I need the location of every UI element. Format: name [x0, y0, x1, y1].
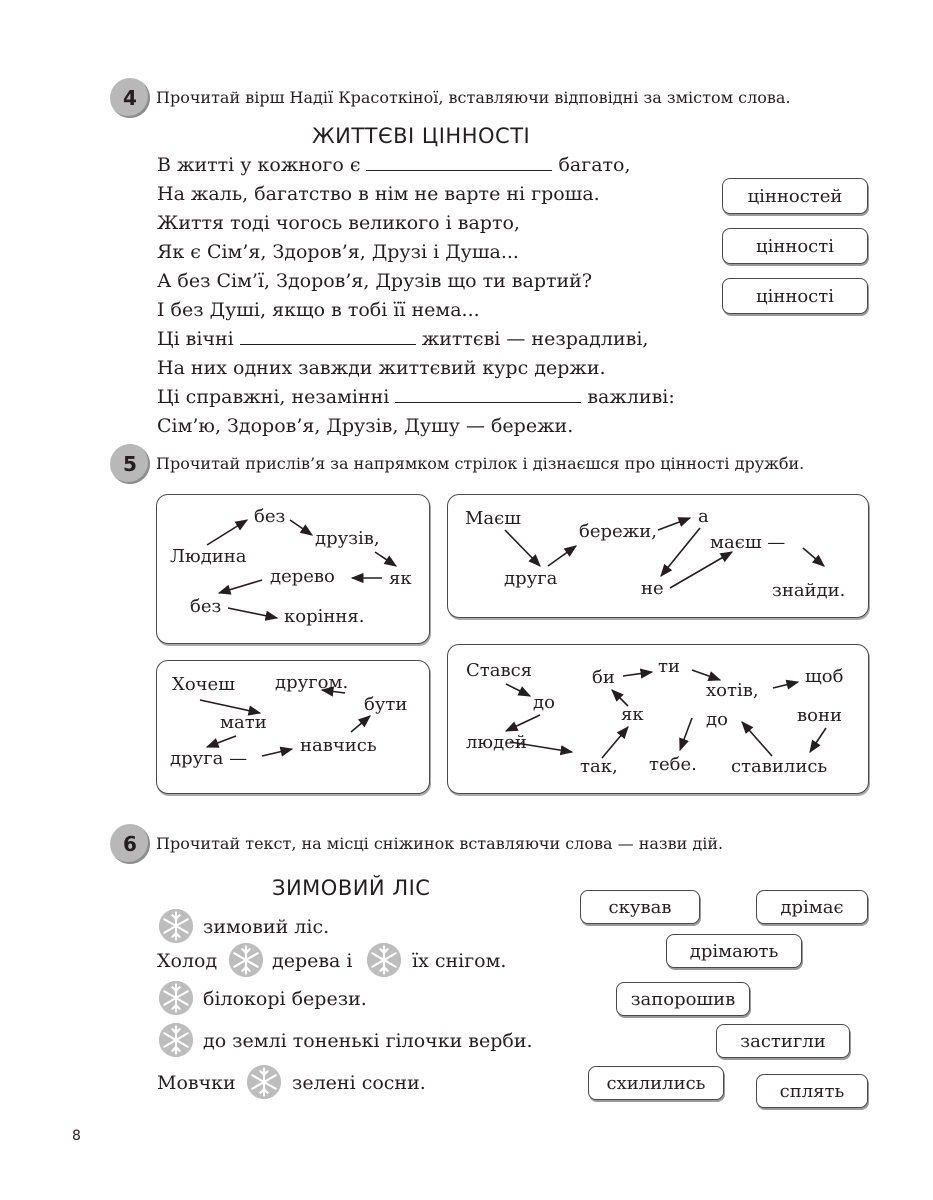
arrow-p4-8	[773, 682, 798, 688]
word-card-drimaiut[interactable]: дрімають	[666, 934, 802, 968]
snowflake-icon[interactable]	[158, 980, 194, 1016]
p4-word-3: людей	[466, 732, 527, 753]
arrow-p2-1	[505, 530, 540, 566]
text-line-5-end: зелені сосни.	[292, 1072, 426, 1094]
arrow-p4-1	[506, 684, 530, 696]
p3-word-5: бути	[364, 694, 408, 715]
arrow-p2-6	[803, 548, 824, 566]
poem-line-8: На них одних завжди життєвий курс держи.	[157, 357, 606, 379]
page-number: 8	[72, 1128, 81, 1144]
p1-word-5: дерево	[270, 566, 335, 587]
p4-word-11: ставились	[731, 756, 828, 777]
snowflake-icon[interactable]	[228, 942, 264, 978]
arrow-p1-1	[207, 520, 247, 545]
p1-word-7: коріння.	[284, 606, 365, 627]
word-card-3[interactable]: цінності	[722, 278, 868, 314]
p4-word-8: хотів,	[706, 680, 759, 701]
p1-word-3: друзів,	[315, 528, 380, 549]
text-line-2-mid: дерева і	[272, 950, 353, 972]
poem-line-9-end: важливі:	[587, 386, 675, 408]
arrow-p2-4	[661, 528, 700, 576]
p2-word-4: а	[698, 506, 709, 527]
arrow-p4-2	[506, 715, 540, 731]
p3-word-6: другом.	[275, 672, 349, 693]
arrow-p1-2	[290, 520, 312, 535]
text-line-2-end: їх снігом.	[412, 950, 507, 972]
poem-line-3: Життя тоді чогось великого і варто,	[157, 212, 520, 234]
poem-line-5: А без Сім’ї, Здоров’я, Друзів що ти вартий?	[157, 270, 593, 292]
exercise-4-instruction: Прочитай вірш Надії Красоткіної, вставляючи відповідні за змістом слова.	[156, 88, 791, 107]
p3-word-2: мати	[220, 712, 267, 733]
arrow-p4-4	[602, 727, 628, 758]
p4-word-6: би	[592, 667, 615, 688]
p1-word-2: без	[254, 506, 286, 527]
arrow-p4-9	[810, 728, 826, 752]
poem-line-1-start: В житті у кожного є	[157, 154, 361, 176]
p4-word-1: Стався	[466, 660, 533, 681]
p1-word-6: без	[190, 596, 222, 617]
poem-line-7-start: Ці вічні	[157, 328, 234, 350]
arrow-p3-2	[207, 736, 236, 747]
poem-line-2: На жаль, багатство в нім не варте ні гроша.	[157, 183, 600, 205]
snowflake-icon[interactable]	[158, 1022, 194, 1058]
poem-line-7-end: життєві — незрадливі,	[421, 328, 649, 350]
p4-word-12: до	[706, 709, 728, 730]
arrow-p1-5	[219, 580, 262, 593]
p2-word-2: друга	[504, 568, 558, 589]
word-card-spliat[interactable]: сплять	[756, 1074, 868, 1108]
text-line-3: білокорі берези.	[203, 988, 367, 1010]
word-card-zastyhly[interactable]: застигли	[716, 1024, 850, 1058]
arrow-p3-5	[322, 690, 345, 693]
p3-word-1: Хочеш	[172, 674, 235, 695]
p2-word-5: не	[641, 578, 664, 599]
poem-line-6: І без Душі, якщо в тобі її нема...	[157, 299, 480, 321]
text-line-5-start: Мовчки	[157, 1072, 236, 1094]
p4-word-7: ти	[658, 656, 680, 677]
arrow-p4-5	[612, 690, 628, 706]
arrow-p1-3	[375, 552, 396, 566]
p4-word-10: вони	[797, 705, 842, 726]
p3-word-3: друга —	[170, 748, 248, 769]
arrow-p3-1	[200, 700, 260, 713]
word-card-drimaie[interactable]: дрімає	[756, 890, 868, 924]
p2-word-7: знайди.	[772, 580, 846, 601]
exercise-5-number: 5	[123, 452, 137, 476]
p4-word-5: як	[621, 704, 644, 725]
exercise-6-instruction: Прочитай текст, на місці сніжинок вставляючи слова — назви дій.	[156, 834, 724, 853]
text-line-4: до землі тоненькі гілочки верби.	[203, 1030, 533, 1052]
poem-line-1-end: багато,	[558, 154, 631, 176]
p4-word-13: тебе.	[649, 754, 697, 775]
p3-word-4: навчись	[300, 735, 377, 756]
exercise-5-instruction: Прочитай прислів’я за напрямком стрілок і дізнаєшся про цінності дружби.	[156, 454, 805, 473]
p4-word-9: щоб	[805, 666, 844, 687]
exercise-6-number: 6	[123, 832, 137, 856]
poem-line-10: Сім’ю, Здоров’я, Друзів, Душу — бережи.	[157, 415, 574, 437]
word-card-1[interactable]: цінностей	[722, 178, 868, 214]
arrow-p3-3	[262, 749, 292, 756]
arrow-p1-6	[228, 608, 277, 618]
arrow-p2-3	[658, 518, 690, 530]
p2-word-6: маєш —	[710, 532, 786, 553]
poem-title: ЖИТТЄВІ ЦІННОСТІ	[312, 124, 531, 148]
exercise-4-number: 4	[123, 86, 137, 110]
arrow-p4-11	[680, 718, 692, 750]
arrow-p4-7	[692, 670, 720, 680]
arrow-p2-2	[548, 546, 576, 566]
arrow-p4-6	[623, 672, 652, 676]
p1-word-1: Людина	[170, 546, 247, 567]
snowflake-icon[interactable]	[366, 942, 402, 978]
text-line-2-start: Холод	[157, 950, 218, 972]
poem-line-9-start: Ці справжні, незамінні	[157, 386, 390, 408]
p2-word-1: Маєш	[465, 508, 521, 529]
p2-word-3: бережи,	[579, 521, 657, 542]
arrow-p4-10	[742, 722, 772, 756]
p1-word-4: як	[389, 568, 412, 589]
poem-line-4: Як є Сім’я, Здоров’я, Друзі і Душа...	[157, 241, 519, 263]
arrow-p4-3	[510, 742, 572, 752]
p4-word-4: так,	[580, 756, 618, 777]
text-title: ЗИМОВИЙ ЛІС	[272, 876, 431, 900]
text-line-1: зимовий ліс.	[203, 916, 330, 938]
arrow-p3-4	[351, 716, 370, 732]
snowflake-icon[interactable]	[246, 1064, 282, 1100]
arrow-p2-5	[670, 552, 732, 588]
p4-word-2: до	[533, 692, 555, 713]
word-card-2[interactable]: цінності	[722, 228, 868, 264]
exercise-6-badge	[110, 824, 150, 864]
word-card-zaporoshyv[interactable]: запорошив	[616, 982, 750, 1016]
snowflake-icon[interactable]	[158, 908, 194, 944]
word-card-skuvav[interactable]: скував	[580, 890, 700, 924]
word-card-skhylylys[interactable]: схилились	[588, 1066, 724, 1100]
